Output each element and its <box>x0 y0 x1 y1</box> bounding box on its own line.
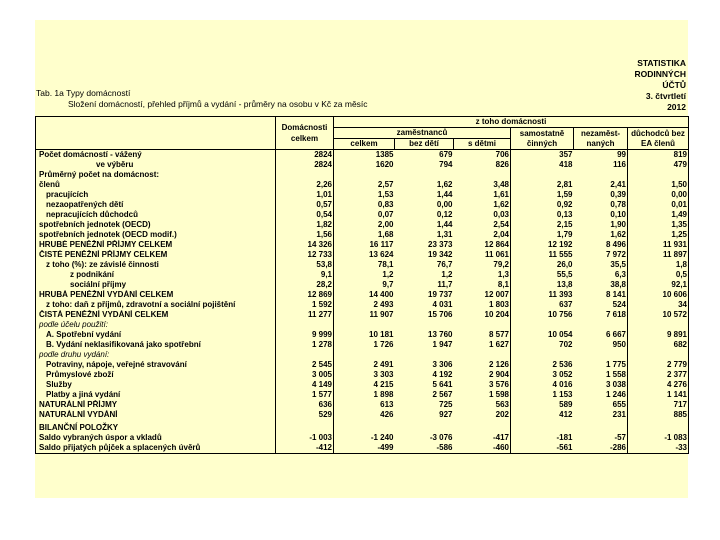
cell-value: 1,3 <box>454 270 511 280</box>
row-label: podle účelu použití: <box>36 320 276 330</box>
cell-value: 5 641 <box>432 380 453 389</box>
header-group: z toho domácnosti <box>334 117 689 128</box>
cell-value: 9 891 <box>628 330 689 340</box>
row-label: Služby <box>36 380 276 390</box>
cell-value: 885 <box>628 410 689 420</box>
cell-value <box>511 420 574 433</box>
cell-value: 8 577 <box>454 330 511 340</box>
cell-value: 3 306 <box>432 360 453 369</box>
cell-value: 1,62 <box>454 200 511 210</box>
cell-value: 79,2 <box>454 260 511 270</box>
cell-value: 9,1 <box>276 270 334 280</box>
row-label: z toho (%): ze závislé činnosti <box>36 260 276 270</box>
cell-value: 7 972 <box>574 250 628 260</box>
row-label: nezaopatřených dětí <box>36 200 276 210</box>
cell-value: -586 <box>395 443 454 454</box>
cell-value: 1,50 <box>628 180 689 190</box>
table-row <box>36 330 689 340</box>
row-label: ČISTÁ PENĚŽNÍ VYDÁNÍ CELKEM <box>36 310 276 320</box>
cell-value: -417 <box>454 433 511 443</box>
table-row <box>36 220 689 230</box>
header-label-col <box>36 117 276 150</box>
cell-value: 12 869 <box>276 290 334 300</box>
cell-value: 0,07 <box>377 210 394 219</box>
row-label: Saldo vybraných úspor a vkladů <box>36 433 276 443</box>
cell-value: 1,62 <box>574 230 628 240</box>
period-year: 2012 <box>667 102 686 112</box>
cell-value <box>574 320 628 330</box>
cell-value: 2,26 <box>276 180 334 190</box>
cell-value: 1 278 <box>276 340 334 350</box>
cell-value <box>628 420 689 433</box>
cell-value <box>511 320 574 330</box>
table-row <box>36 340 689 350</box>
cell-value: 1620 <box>375 160 394 169</box>
table-row <box>36 380 689 390</box>
cell-value: 35,5 <box>574 260 628 270</box>
cell-value: 2 126 <box>454 360 511 370</box>
cell-value: 2,04 <box>454 230 511 240</box>
cell-value: 0,00 <box>436 200 453 209</box>
cell-value: 1 803 <box>454 300 511 310</box>
cell-value: 10 054 <box>548 330 573 339</box>
cell-value <box>395 420 454 433</box>
cell-value: 4 276 <box>628 380 689 390</box>
cell-value: 0,13 <box>556 210 573 219</box>
cell-value <box>574 350 628 360</box>
cell-value: 794 <box>439 160 453 169</box>
cell-value <box>574 170 628 180</box>
cell-value: 1 141 <box>628 390 689 400</box>
cell-value: -181 <box>556 433 573 442</box>
cell-value <box>628 170 689 180</box>
cell-value: 3 038 <box>574 380 628 390</box>
cell-value: 1,90 <box>574 220 628 230</box>
header-employees: zaměstnanců <box>334 128 511 139</box>
cell-value: 2 904 <box>454 370 511 380</box>
cell-value: 13 760 <box>428 330 453 339</box>
cell-value: 16 117 <box>369 240 394 249</box>
cell-value: 6,3 <box>574 270 628 280</box>
source-line-2: RODINNÝCH <box>634 69 686 79</box>
cell-value: 0,54 <box>276 210 334 220</box>
row-label: B. Vydání neklasifikovaná jako spotřební <box>36 340 276 350</box>
cell-value: 38,8 <box>574 280 628 290</box>
cell-value: 0,5 <box>628 270 689 280</box>
cell-value: 1,79 <box>556 230 573 239</box>
table-row <box>36 390 689 400</box>
cell-value: -561 <box>511 443 574 454</box>
source-line-1: STATISTIKA <box>637 58 686 68</box>
row-label: HRUBÁ PENĚŽNÍ VYDÁNÍ CELKEM <box>36 290 276 300</box>
cell-value: 11 277 <box>276 310 334 320</box>
row-label: pracujících <box>36 190 276 200</box>
cell-value: 1,49 <box>628 210 689 220</box>
cell-value: 15 706 <box>428 310 453 319</box>
cell-value: 2,00 <box>377 220 394 229</box>
table-row <box>36 270 689 280</box>
cell-value: 8 496 <box>574 240 628 250</box>
cell-value: 1,2 <box>382 270 394 279</box>
row-label: BILANČNÍ POLOŽKY <box>36 420 276 433</box>
header-emp-child: s dětmi <box>454 139 511 150</box>
cell-value: 1 577 <box>276 390 334 400</box>
cell-value: 12 733 <box>276 250 334 260</box>
table-heading <box>36 88 368 110</box>
cell-value: 12 007 <box>454 290 511 300</box>
cell-value: 202 <box>454 410 511 420</box>
cell-value: 529 <box>276 410 334 420</box>
table-number: Tab. 1a Typy domácností <box>36 88 131 98</box>
cell-value: 78,1 <box>377 260 394 269</box>
cell-value: 4 192 <box>432 370 453 379</box>
cell-value: 2,57 <box>377 180 394 189</box>
table-row <box>36 360 689 370</box>
cell-value: 10 756 <box>548 310 573 319</box>
cell-value: 1 898 <box>373 390 394 399</box>
cell-value: 3 576 <box>454 380 511 390</box>
table-row <box>36 350 689 360</box>
cell-value: -1 003 <box>276 433 334 443</box>
cell-value: 13,8 <box>556 280 573 289</box>
header-emp-total: celkem <box>334 139 395 150</box>
table-row <box>36 420 689 433</box>
cell-value: 0,03 <box>454 210 511 220</box>
cell-value: 10 572 <box>628 310 689 320</box>
cell-value: 357 <box>511 150 574 161</box>
cell-value: 11 061 <box>454 250 511 260</box>
cell-value: 2824 <box>276 160 334 170</box>
cell-value: 11 931 <box>628 240 689 250</box>
cell-value: 1,8 <box>628 260 689 270</box>
source-line-3: ÚČTŮ <box>662 80 686 90</box>
cell-value: -412 <box>276 443 334 454</box>
header-selfemployed: samostatně činných <box>511 128 574 150</box>
cell-value: -33 <box>628 443 689 454</box>
row-label: ČISTÉ PENĚŽNÍ PŘÍJMY CELKEM <box>36 250 276 260</box>
table-row <box>36 240 689 250</box>
cell-value: 10 606 <box>628 290 689 300</box>
table-subtitle: Složení domácností, přehled příjmů a vydání - průměry na osobu v Kč za měsíc <box>68 99 368 109</box>
cell-value: -3 076 <box>429 433 453 442</box>
cell-value: 0,92 <box>556 200 573 209</box>
cell-value: 2824 <box>276 150 334 161</box>
cell-value <box>334 350 395 360</box>
cell-value: 412 <box>559 410 573 419</box>
row-label: Průměrný počet na domácnost: <box>36 170 276 180</box>
cell-value: 2 493 <box>373 300 394 309</box>
table-row <box>36 260 689 270</box>
cell-value: 1 947 <box>432 340 453 349</box>
cell-value: 14 400 <box>369 290 394 299</box>
row-label: Potraviny, nápoje, veřejné stravování <box>36 360 276 370</box>
row-label: podle druhu vydání: <box>36 350 276 360</box>
cell-value <box>276 170 334 180</box>
cell-value: 1,25 <box>628 230 689 240</box>
cell-value <box>454 320 511 330</box>
cell-value: 23 373 <box>428 240 453 249</box>
table-row <box>36 250 689 260</box>
cell-value <box>276 320 334 330</box>
cell-value: 927 <box>439 410 453 419</box>
table-row <box>36 190 689 200</box>
table-row <box>36 160 689 170</box>
cell-value: 2 377 <box>628 370 689 380</box>
table-row <box>36 200 689 210</box>
cell-value: 14 326 <box>276 240 334 250</box>
cell-value: 655 <box>574 400 628 410</box>
cell-value: 7 618 <box>574 310 628 320</box>
cell-value <box>395 320 454 330</box>
cell-value: 1 598 <box>454 390 511 400</box>
cell-value: 1,68 <box>377 230 394 239</box>
table-row <box>36 280 689 290</box>
cell-value: 1 153 <box>552 390 573 399</box>
cell-value: 2,41 <box>574 180 628 190</box>
row-label: A. Spotřební vydání <box>36 330 276 340</box>
cell-value: 637 <box>559 300 573 309</box>
cell-value: 4 215 <box>373 380 394 389</box>
row-label: HRUBÉ PENĚŽNÍ PŘÍJMY CELKEM <box>36 240 276 250</box>
cell-value: 4 031 <box>432 300 453 309</box>
cell-value: 13 624 <box>369 250 394 259</box>
cell-value: -1 240 <box>370 433 394 442</box>
cell-value: 613 <box>380 400 394 409</box>
cell-value: 1,44 <box>436 220 453 229</box>
cell-value: 11 897 <box>628 250 689 260</box>
cell-value: 1,61 <box>454 190 511 200</box>
row-label: NATURÁLNÍ VYDÁNÍ <box>36 410 276 420</box>
cell-value <box>276 350 334 360</box>
cell-value: -1 083 <box>628 433 689 443</box>
table-row <box>36 230 689 240</box>
cell-value <box>454 420 511 433</box>
header-pensioners: důchodců bez EA členů <box>628 128 689 150</box>
cell-value: 3 303 <box>373 370 394 379</box>
cell-value: 1 558 <box>574 370 628 380</box>
table-row <box>36 320 689 330</box>
cell-value: 9 999 <box>276 330 334 340</box>
source-label <box>635 58 686 113</box>
cell-value <box>628 350 689 360</box>
row-label: spotřebních jednotek (OECD) <box>36 220 276 230</box>
table-row <box>36 290 689 300</box>
cell-value: 11 393 <box>548 290 573 299</box>
cell-value: 2 536 <box>552 360 573 369</box>
cell-value: 92,1 <box>628 280 689 290</box>
cell-value: 589 <box>559 400 573 409</box>
cell-value: 4 016 <box>552 380 573 389</box>
row-label: Průmyslové zboží <box>36 370 276 380</box>
cell-value: 12 192 <box>548 240 573 249</box>
cell-value <box>511 350 574 360</box>
table-body <box>36 150 689 454</box>
table-row <box>36 150 689 161</box>
cell-value: 6 667 <box>574 330 628 340</box>
table-row <box>36 210 689 220</box>
cell-value: 0,01 <box>628 200 689 210</box>
header-unemployed: nezaměst-naných <box>574 128 628 150</box>
cell-value: 426 <box>380 410 394 419</box>
row-label: NATURÁLNÍ PŘÍJMY <box>36 400 276 410</box>
cell-value: 1385 <box>334 150 395 161</box>
cell-value: 682 <box>628 340 689 350</box>
table-row <box>36 310 689 320</box>
cell-value: 231 <box>574 410 628 420</box>
cell-value: 0,10 <box>574 210 628 220</box>
cell-value: 1,44 <box>436 190 453 199</box>
cell-value: 2,54 <box>454 220 511 230</box>
cell-value: 116 <box>574 160 628 170</box>
cell-value: 563 <box>454 400 511 410</box>
table-row <box>36 170 689 180</box>
cell-value: -57 <box>574 433 628 443</box>
cell-value: 8 141 <box>574 290 628 300</box>
cell-value: 2,15 <box>556 220 573 229</box>
row-label: spotřebních jednotek (OECD modif.) <box>36 230 276 240</box>
cell-value: 3 052 <box>552 370 573 379</box>
cell-value <box>454 350 511 360</box>
cell-value: 34 <box>628 300 689 310</box>
table-row <box>36 410 689 420</box>
cell-value: 2 779 <box>628 360 689 370</box>
cell-value: 1,01 <box>276 190 334 200</box>
cell-value: 2,81 <box>556 180 573 189</box>
cell-value: 2 545 <box>276 360 334 370</box>
cell-value: 725 <box>439 400 453 409</box>
cell-value: 1,53 <box>377 190 394 199</box>
cell-value: 3 005 <box>276 370 334 380</box>
cell-value: 1 726 <box>373 340 394 349</box>
cell-value: 28,2 <box>276 280 334 290</box>
cell-value: 1 246 <box>574 390 628 400</box>
cell-value: 0,83 <box>377 200 394 209</box>
cell-value: 1,59 <box>556 190 573 199</box>
household-table <box>35 116 689 454</box>
cell-value <box>276 420 334 433</box>
cell-value: -286 <box>574 443 628 454</box>
cell-value: 26,0 <box>556 260 573 269</box>
row-label: nepracujících důchodců <box>36 210 276 220</box>
table-row <box>36 443 689 454</box>
cell-value <box>334 320 395 330</box>
cell-value <box>395 170 454 180</box>
cell-value: 4 149 <box>276 380 334 390</box>
cell-value: 2 491 <box>373 360 394 369</box>
cell-value: 3,48 <box>454 180 511 190</box>
cell-value: 706 <box>454 150 511 161</box>
cell-value: 524 <box>574 300 628 310</box>
cell-value: 819 <box>628 150 689 161</box>
cell-value: 1,82 <box>276 220 334 230</box>
cell-value: 479 <box>628 160 689 170</box>
cell-value: 0,12 <box>436 210 453 219</box>
table-row <box>36 370 689 380</box>
period-quarter: 3. čtvrtletí <box>645 91 686 101</box>
cell-value: 1,2 <box>441 270 453 279</box>
cell-value: 11 555 <box>548 250 573 259</box>
row-label: Počet domácností - vážený <box>36 150 276 161</box>
cell-value: 702 <box>559 340 573 349</box>
cell-value <box>454 170 511 180</box>
row-label: z toho: daň z příjmů, zdravotní a sociální pojištění <box>36 300 276 310</box>
cell-value <box>395 350 454 360</box>
cell-value <box>334 170 395 180</box>
row-label: Platby a jiná vydání <box>36 390 276 400</box>
cell-value <box>628 320 689 330</box>
cell-value <box>511 170 574 180</box>
cell-value: -499 <box>334 443 395 454</box>
cell-value: 636 <box>276 400 334 410</box>
table-row <box>36 180 689 190</box>
cell-value: 1,56 <box>276 230 334 240</box>
cell-value: 1,31 <box>436 230 453 239</box>
cell-value: 9,7 <box>382 280 394 289</box>
cell-value: 0,78 <box>574 200 628 210</box>
header-emp-nochild: bez dětí <box>395 139 454 150</box>
cell-value: 1,35 <box>628 220 689 230</box>
cell-value: 1 627 <box>454 340 511 350</box>
cell-value: 76,7 <box>436 260 453 269</box>
cell-value: 2 567 <box>432 390 453 399</box>
cell-value: 418 <box>559 160 573 169</box>
cell-value: 1,62 <box>436 180 453 189</box>
cell-value: 0,57 <box>276 200 334 210</box>
cell-value: 1 775 <box>574 360 628 370</box>
cell-value: 19 342 <box>428 250 453 259</box>
cell-value: 10 204 <box>454 310 511 320</box>
cell-value: 950 <box>574 340 628 350</box>
cell-value: 679 <box>395 150 454 161</box>
cell-value <box>334 420 395 433</box>
row-label: z podnikání <box>36 270 276 280</box>
cell-value: 19 737 <box>428 290 453 299</box>
cell-value: 0,00 <box>628 190 689 200</box>
cell-value: -460 <box>454 443 511 454</box>
row-label: ve výběru <box>36 160 276 170</box>
cell-value: 1 592 <box>276 300 334 310</box>
table-row <box>36 433 689 443</box>
cell-value: 717 <box>628 400 689 410</box>
cell-value: 11 907 <box>369 310 394 319</box>
row-label: sociální příjmy <box>36 280 276 290</box>
row-label: Saldo přijatých půjček a splacených úvěrů <box>36 443 276 454</box>
table-row <box>36 300 689 310</box>
table-row <box>36 400 689 410</box>
cell-value: 11,7 <box>437 280 453 289</box>
cell-value: 55,5 <box>556 270 573 279</box>
row-label: členů <box>36 180 276 190</box>
cell-value: 0,39 <box>574 190 628 200</box>
cell-value: 8,1 <box>454 280 511 290</box>
cell-value <box>574 420 628 433</box>
cell-value: 10 181 <box>369 330 394 339</box>
cell-value: 826 <box>454 160 511 170</box>
cell-value: 53,8 <box>276 260 334 270</box>
cell-value: 12 864 <box>454 240 511 250</box>
cell-value: 99 <box>574 150 628 161</box>
header-total: Domácnosti celkem <box>276 117 334 150</box>
